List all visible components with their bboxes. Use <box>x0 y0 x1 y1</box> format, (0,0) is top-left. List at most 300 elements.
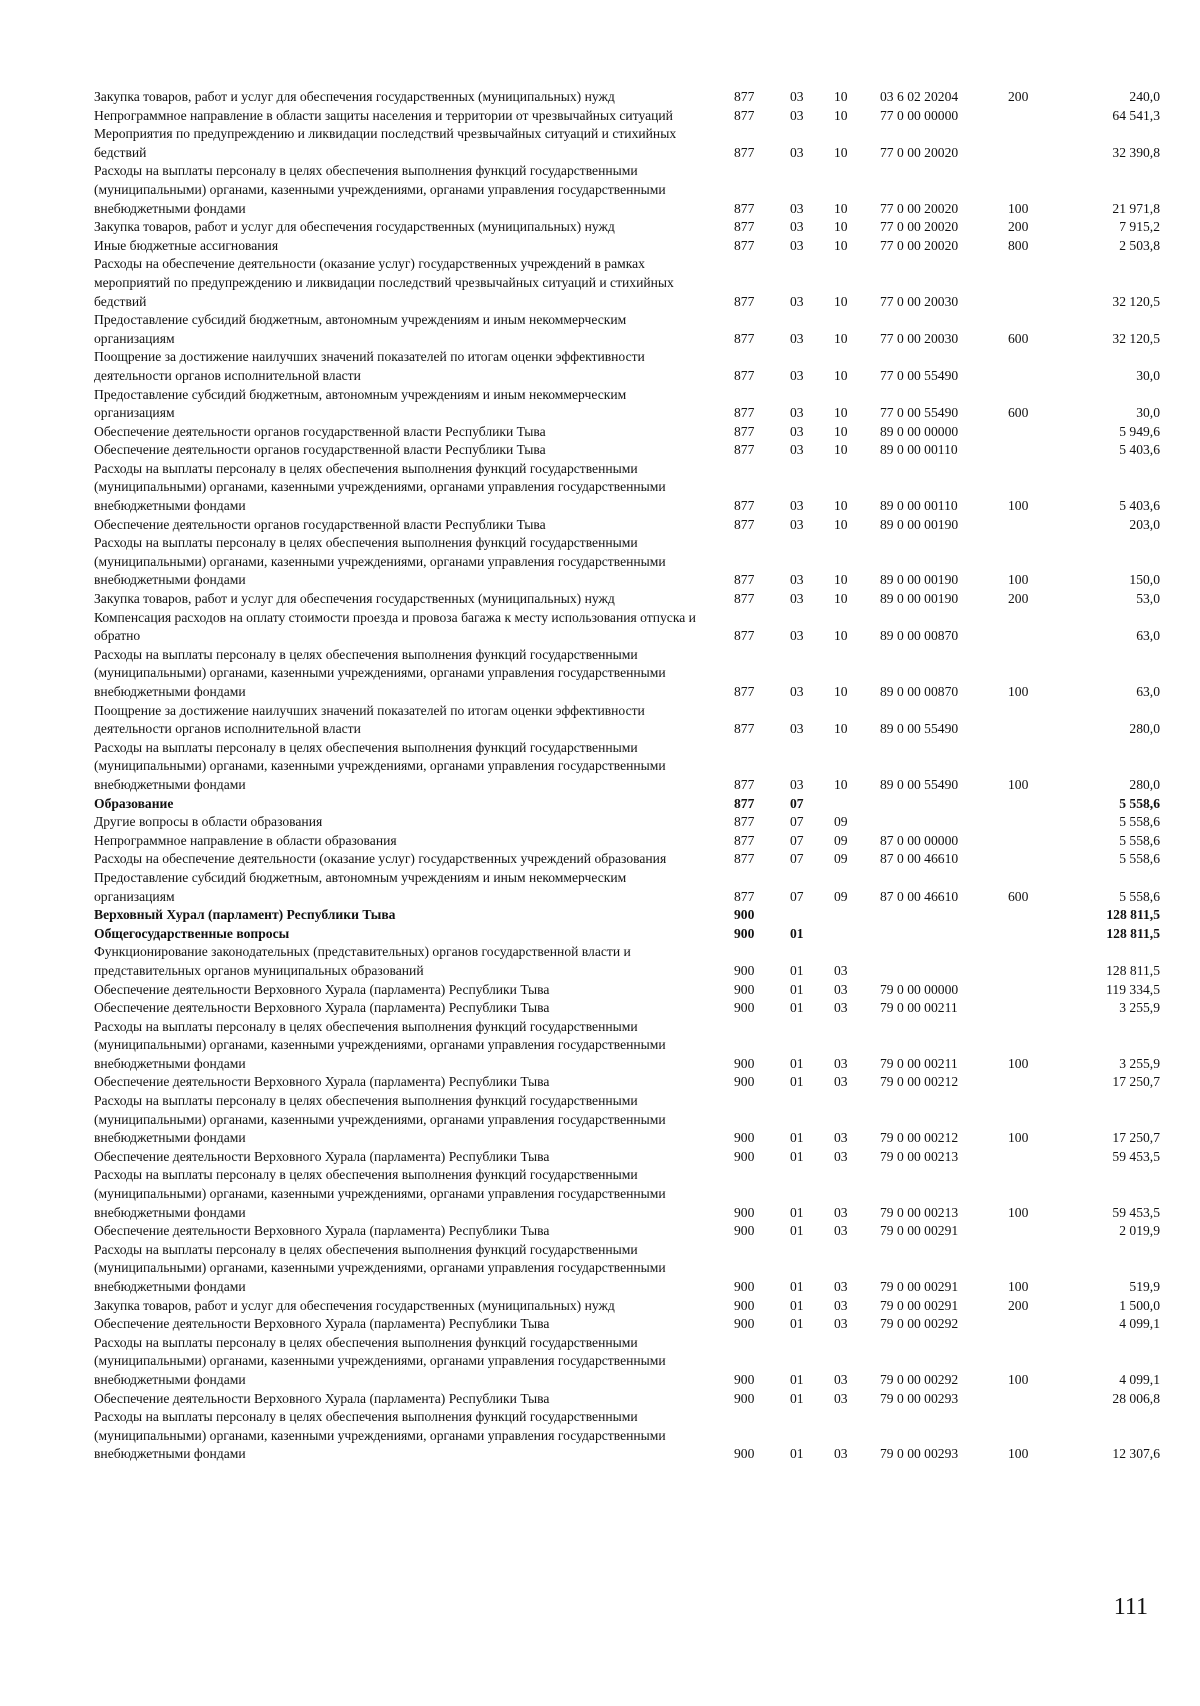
target-item-code: 89 0 00 00110 <box>880 442 958 458</box>
target-item-code: 79 0 00 00293 <box>880 1390 959 1406</box>
subsection-code <box>834 925 880 944</box>
row-name: Закупка товаров, работ и услуг для обеспечения государственных (муниципальных) нужд <box>94 1297 615 1313</box>
subsection-code: 10 <box>834 237 848 253</box>
table-row <box>94 162 1172 218</box>
row-name: Обеспечение деятельности Верховного Хурала (парламента) Республики Тыва <box>94 1000 550 1016</box>
expense-type-code <box>1008 813 1064 832</box>
amount: 59 453,5 <box>1112 1204 1160 1220</box>
row-name: Расходы на выплаты персоналу в целях обеспечения выполнения функций государственными (муниципальными) органами, казенными учреждениями, органами управления государственными внебюджетными фондами <box>94 1093 666 1146</box>
row-name: Компенсация расходов на оплату стоимости проезда и провоза багажа к месту использования отпуска и обратно <box>94 609 696 644</box>
row-name: Расходы на выплаты персоналу в целях обеспечения выполнения функций государственными (муниципальными) органами, казенными учреждениями, органами управления государственными внебюджетными фондами <box>94 535 666 588</box>
expense-type-code <box>1008 925 1064 944</box>
table-row <box>94 702 1172 739</box>
section-code: 01 <box>790 1130 804 1146</box>
table-row <box>94 534 1172 590</box>
dept-code: 877 <box>734 293 755 309</box>
target-item-code <box>880 943 1008 980</box>
dept-code: 900 <box>734 1000 755 1016</box>
table-row <box>94 609 1172 646</box>
target-item-code: 79 0 00 00292 <box>880 1371 959 1387</box>
section-code: 03 <box>790 107 804 123</box>
amount: 30,0 <box>1136 405 1160 421</box>
expense-type-code <box>1008 981 1064 1000</box>
row-name: Непрограммное направление в области защиты населения и территории от чрезвычайных ситуаций <box>94 107 673 123</box>
subsection-code: 10 <box>834 107 848 123</box>
row-name: Другие вопросы в области образования <box>94 814 323 830</box>
amount: 519,9 <box>1129 1279 1160 1294</box>
amount: 64 541,3 <box>1112 107 1160 123</box>
expense-type-code <box>1008 125 1064 162</box>
dept-code: 900 <box>734 907 755 923</box>
expense-type-code: 200 <box>1008 89 1029 104</box>
target-item-code <box>880 925 1008 944</box>
expense-type-code: 200 <box>1008 591 1029 607</box>
amount: 17 250,7 <box>1112 1074 1160 1090</box>
dept-code: 877 <box>734 200 755 216</box>
dept-code: 877 <box>734 367 755 383</box>
amount: 240,0 <box>1129 89 1160 104</box>
section-code: 01 <box>790 1204 804 1220</box>
amount: 3 255,9 <box>1119 1000 1160 1016</box>
section-code: 07 <box>790 832 804 848</box>
subsection-code: 10 <box>834 498 848 514</box>
section-code: 01 <box>790 1390 804 1406</box>
expense-type-code: 100 <box>1008 1204 1029 1220</box>
table-row <box>94 813 1172 832</box>
subsection-code: 03 <box>834 962 848 978</box>
target-item-code: 77 0 00 00000 <box>880 107 959 123</box>
expense-type-code <box>1008 1073 1064 1092</box>
table-row <box>94 1241 1172 1297</box>
dept-code: 877 <box>734 684 755 699</box>
table-row <box>94 850 1172 869</box>
row-name: Расходы на выплаты персоналу в целях обеспечения выполнения функций государственными (муниципальными) органами, казенными учреждениями, органами управления государственными внебюджетными фондами <box>94 1409 666 1462</box>
target-item-code: 79 0 00 00291 <box>880 1297 959 1313</box>
subsection-code: 10 <box>834 330 848 346</box>
expense-type-code: 100 <box>1008 1130 1029 1146</box>
subsection-code: 10 <box>834 89 848 104</box>
dept-code: 900 <box>734 1390 755 1406</box>
section-code: 03 <box>790 405 804 421</box>
subsection-code: 03 <box>834 1204 848 1220</box>
target-item-code: 79 0 00 00291 <box>880 1279 959 1294</box>
section-code: 07 <box>790 795 804 811</box>
expense-type-code: 200 <box>1008 1297 1029 1313</box>
table-row <box>94 906 1172 925</box>
row-name: Расходы на обеспечение деятельности (оказание услуг) государственных учреждений образования <box>94 851 667 867</box>
target-item-code: 87 0 00 46610 <box>880 851 959 867</box>
target-item-code: 89 0 00 00110 <box>880 498 958 514</box>
table-row <box>94 832 1172 851</box>
row-name: Обеспечение деятельности Верховного Хурала (парламента) Республики Тыва <box>94 1223 550 1239</box>
target-item-code: 79 0 00 00291 <box>880 1223 959 1239</box>
expense-type-code <box>1008 795 1064 814</box>
amount: 21 971,8 <box>1112 200 1160 216</box>
row-name: Расходы на выплаты персоналу в целях обеспечения выполнения функций государственными (муниципальными) органами, казенными учреждениями, органами управления государственными внебюджетными фондами <box>94 1241 666 1294</box>
subsection-code: 10 <box>834 628 848 644</box>
dept-code: 877 <box>734 89 755 104</box>
subsection-code: 10 <box>834 200 848 216</box>
table-row <box>94 1148 1172 1167</box>
amount: 5 403,6 <box>1119 498 1160 514</box>
dept-code: 900 <box>734 1204 755 1220</box>
section-code: 01 <box>790 1148 804 1164</box>
section-code: 03 <box>790 628 804 644</box>
expense-type-code <box>1008 702 1064 739</box>
target-item-code <box>880 813 1008 832</box>
row-name: Расходы на выплаты персоналу в целях обеспечения выполнения функций государственными (муниципальными) органами, казенными учреждениями, органами управления государственными внебюджетными фондами <box>94 1018 666 1071</box>
section-code: 03 <box>790 776 804 792</box>
subsection-code: 03 <box>834 1371 848 1387</box>
section-code: 03 <box>790 498 804 514</box>
target-item-code: 77 0 00 55490 <box>880 367 959 383</box>
dept-code: 877 <box>734 516 755 532</box>
section-code: 01 <box>790 981 804 997</box>
table-row <box>94 237 1172 256</box>
expense-type-code: 100 <box>1008 684 1029 699</box>
subsection-code: 10 <box>834 293 848 309</box>
expense-type-code <box>1008 516 1064 535</box>
table-row <box>94 869 1172 906</box>
dept-code: 877 <box>734 851 755 867</box>
dept-code: 900 <box>734 1297 755 1313</box>
amount: 280,0 <box>1129 721 1160 737</box>
subsection-code: 10 <box>834 144 848 160</box>
subsection-code: 03 <box>834 1223 848 1239</box>
row-name: Иные бюджетные ассигнования <box>94 237 279 253</box>
subsection-code: 03 <box>834 1130 848 1146</box>
amount: 5 558,6 <box>1119 795 1160 811</box>
amount: 5 949,6 <box>1119 423 1160 439</box>
subsection-code: 10 <box>834 721 848 737</box>
section-code: 03 <box>790 293 804 309</box>
amount: 119 334,5 <box>1106 981 1160 997</box>
subsection-code: 03 <box>834 1390 848 1406</box>
expense-type-code: 100 <box>1008 1055 1029 1071</box>
dept-code: 877 <box>734 628 755 644</box>
dept-code: 900 <box>734 1446 755 1462</box>
expense-type-code: 100 <box>1008 1371 1029 1387</box>
dept-code: 900 <box>734 962 755 978</box>
expense-type-code: 800 <box>1008 237 1029 253</box>
amount: 5 403,6 <box>1119 442 1160 458</box>
subsection-code: 03 <box>834 1279 848 1294</box>
dept-code: 877 <box>734 237 755 253</box>
row-name: Расходы на выплаты персоналу в целях обеспечения выполнения функций государственными (муниципальными) органами, казенными учреждениями, органами управления государственными внебюджетными фондами <box>94 1334 666 1387</box>
amount: 12 307,6 <box>1112 1446 1160 1462</box>
row-name: Расходы на выплаты персоналу в целях обеспечения выполнения функций государственными (муниципальными) органами, казенными учреждениями, органами управления государственными внебюджетными фондами <box>94 739 666 792</box>
table-row <box>94 460 1172 516</box>
dept-code: 900 <box>734 1074 755 1090</box>
amount: 4 099,1 <box>1119 1371 1160 1387</box>
expense-type-code <box>1008 423 1064 442</box>
row-name: Обеспечение деятельности Верховного Хурала (парламента) Республики Тыва <box>94 1390 550 1406</box>
row-name: Закупка товаров, работ и услуг для обеспечения государственных (муниципальных) нужд <box>94 591 615 607</box>
section-code: 01 <box>790 1279 804 1294</box>
table-row <box>94 999 1172 1018</box>
table-row <box>94 348 1172 385</box>
subsection-code: 10 <box>834 572 848 588</box>
subsection-code <box>834 795 880 814</box>
dept-code: 877 <box>734 795 755 811</box>
dept-code: 900 <box>734 1148 755 1164</box>
expense-type-code: 600 <box>1008 888 1029 904</box>
table-row <box>94 1334 1172 1390</box>
target-item-code: 89 0 00 00000 <box>880 423 959 439</box>
table-row <box>94 739 1172 795</box>
row-name: Расходы на выплаты персоналу в целях обеспечения выполнения функций государственными (муниципальными) органами, казенными учреждениями, органами управления государственными внебюджетными фондами <box>94 460 666 514</box>
expense-type-code <box>1008 1315 1064 1334</box>
section-code: 01 <box>790 925 804 941</box>
expense-type-code: 100 <box>1008 200 1029 216</box>
target-item-code: 89 0 00 00870 <box>880 684 959 699</box>
row-name: Верховный Хурал (парламент) Республики Тыва <box>94 907 396 923</box>
expense-type-code: 100 <box>1008 776 1029 792</box>
subsection-code: 10 <box>834 516 848 532</box>
subsection-code: 03 <box>834 1055 848 1071</box>
dept-code: 877 <box>734 498 755 514</box>
expense-type-code: 100 <box>1008 1279 1029 1294</box>
table-row <box>94 1222 1172 1241</box>
subsection-code: 03 <box>834 1446 848 1462</box>
table-row <box>94 311 1172 348</box>
subsection-code: 09 <box>834 832 848 848</box>
target-item-code: 89 0 00 55490 <box>880 776 959 792</box>
amount: 28 006,8 <box>1112 1390 1160 1406</box>
row-name: Предоставление субсидий бюджетным, автономным учреждениям и иным некоммерческим организациям <box>94 312 627 346</box>
row-name: Обеспечение деятельности органов государственной власти Республики Тыва <box>94 516 546 532</box>
page-number: 111 <box>1113 1594 1148 1620</box>
section-code: 03 <box>790 144 804 160</box>
table-row <box>94 1297 1172 1316</box>
dept-code: 877 <box>734 405 755 421</box>
section-code: 03 <box>790 721 804 737</box>
expense-type-code <box>1008 1390 1064 1409</box>
amount: 3 255,9 <box>1119 1055 1160 1071</box>
target-item-code: 89 0 00 00190 <box>880 591 959 607</box>
table-row <box>94 795 1172 814</box>
row-name: Обеспечение деятельности органов государственной власти Республики Тыва <box>94 442 546 458</box>
dept-code: 900 <box>734 1055 755 1071</box>
target-item-code: 87 0 00 00000 <box>880 832 959 848</box>
table-row <box>94 646 1172 702</box>
subsection-code: 10 <box>834 442 848 458</box>
target-item-code: 79 0 00 00293 <box>880 1446 959 1462</box>
table-row <box>94 590 1172 609</box>
subsection-code: 03 <box>834 1316 848 1332</box>
row-name: Общегосударственные вопросы <box>94 925 290 941</box>
target-item-code: 89 0 00 00190 <box>880 572 959 588</box>
row-name: Поощрение за достижение наилучших значений показателей по итогам оценки эффективности деятельности органов исполнительной власти <box>94 702 645 737</box>
section-code: 01 <box>790 962 804 978</box>
amount: 280,0 <box>1129 776 1160 792</box>
row-name: Образование <box>94 795 174 811</box>
table-row <box>94 218 1172 237</box>
amount: 30,0 <box>1136 367 1160 383</box>
section-code: 03 <box>790 684 804 699</box>
amount: 128 811,5 <box>1106 925 1160 941</box>
amount: 4 099,1 <box>1119 1316 1160 1332</box>
target-item-code <box>880 906 1008 925</box>
dept-code: 900 <box>734 925 755 941</box>
dept-code: 877 <box>734 832 755 848</box>
section-code: 03 <box>790 367 804 383</box>
row-name: Предоставление субсидий бюджетным, автономным учреждениям и иным некоммерческим организациям <box>94 386 627 421</box>
target-item-code: 89 0 00 00870 <box>880 628 959 644</box>
amount: 5 558,6 <box>1119 851 1160 867</box>
expense-type-code <box>1008 1148 1064 1167</box>
section-code: 03 <box>790 219 804 235</box>
expense-type-code: 100 <box>1008 1446 1029 1462</box>
section-code: 07 <box>790 851 804 867</box>
amount: 7 915,2 <box>1119 219 1160 235</box>
target-item-code: 89 0 00 55490 <box>880 721 959 737</box>
subsection-code: 10 <box>834 219 848 235</box>
table-row <box>94 516 1172 535</box>
dept-code: 877 <box>734 591 755 607</box>
section-code: 03 <box>790 89 804 104</box>
row-name: Непрограммное направление в области образования <box>94 832 397 848</box>
expense-type-code: 100 <box>1008 572 1029 588</box>
expense-type-code <box>1008 609 1064 646</box>
target-item-code: 79 0 00 00212 <box>880 1074 959 1090</box>
row-name: Функционирование законодательных (представительных) органов государственной власти и представительных органов муниципальных образований <box>94 944 631 978</box>
section-code: 03 <box>790 237 804 253</box>
target-item-code: 79 0 00 00292 <box>880 1316 959 1332</box>
dept-code: 877 <box>734 776 755 792</box>
target-item-code: 89 0 00 00190 <box>880 516 959 532</box>
section-code: 01 <box>790 1223 804 1239</box>
section-code: 03 <box>790 591 804 607</box>
target-item-code: 77 0 00 20030 <box>880 293 959 309</box>
subsection-code: 03 <box>834 1000 848 1016</box>
dept-code: 877 <box>734 814 755 830</box>
table-row <box>94 1166 1172 1222</box>
subsection-code: 10 <box>834 405 848 421</box>
expense-type-code <box>1008 441 1064 460</box>
amount: 63,0 <box>1136 628 1160 644</box>
section-code: 03 <box>790 516 804 532</box>
section-code: 03 <box>790 572 804 588</box>
row-name: Обеспечение деятельности Верховного Хурала (парламента) Республики Тыва <box>94 1074 550 1090</box>
target-item-code: 03 6 02 20204 <box>880 89 959 104</box>
subsection-code: 03 <box>834 981 848 997</box>
row-name: Обеспечение деятельности Верховного Хурала (парламента) Республики Тыва <box>94 1316 550 1332</box>
amount: 53,0 <box>1136 591 1160 607</box>
table-row <box>94 981 1172 1000</box>
dept-code: 877 <box>734 330 755 346</box>
target-item-code: 79 0 00 00213 <box>880 1148 959 1164</box>
dept-code: 877 <box>734 888 755 904</box>
section-code <box>790 906 834 925</box>
subsection-code: 03 <box>834 1074 848 1090</box>
subsection-code: 10 <box>834 367 848 383</box>
table-row <box>94 1408 1172 1464</box>
table-row <box>94 125 1172 162</box>
row-name: Поощрение за достижение наилучших значений показателей по итогам оценки эффективности деятельности органов исполнительной власти <box>94 349 645 383</box>
table-row <box>94 1390 1172 1409</box>
section-code: 03 <box>790 442 804 458</box>
expense-type-code <box>1008 943 1064 980</box>
row-name: Расходы на выплаты персоналу в целях обеспечения выполнения функций государственными (муниципальными) органами, казенными учреждениями, органами управления государственными внебюджетными фондами <box>94 646 666 699</box>
subsection-code: 03 <box>834 1148 848 1164</box>
target-item-code: 79 0 00 00000 <box>880 981 959 997</box>
target-item-code: 77 0 00 55490 <box>880 405 959 421</box>
section-code: 07 <box>790 888 804 904</box>
amount: 59 453,5 <box>1112 1148 1160 1164</box>
section-code: 01 <box>790 1446 804 1462</box>
row-name: Обеспечение деятельности органов государственной власти Республики Тыва <box>94 423 546 439</box>
subsection-code: 10 <box>834 591 848 607</box>
amount: 5 558,6 <box>1119 888 1160 904</box>
amount: 17 250,7 <box>1112 1130 1160 1146</box>
target-item-code: 77 0 00 20030 <box>880 330 959 346</box>
dept-code: 900 <box>734 1371 755 1387</box>
amount: 5 558,6 <box>1119 814 1160 830</box>
dept-code: 877 <box>734 219 755 235</box>
table-row <box>94 1315 1172 1334</box>
target-item-code: 77 0 00 20020 <box>880 219 959 235</box>
expense-type-code <box>1008 906 1064 925</box>
section-code: 01 <box>790 1074 804 1090</box>
target-item-code <box>880 795 1008 814</box>
amount: 32 120,5 <box>1112 330 1160 346</box>
table-row <box>94 88 1172 107</box>
row-name: Расходы на выплаты персоналу в целях обеспечения выполнения функций государственными (муниципальными) органами, казенными учреждениями, органами управления государственными внебюджетными фондами <box>94 1167 666 1220</box>
subsection-code: 09 <box>834 888 848 904</box>
table-row <box>94 1018 1172 1074</box>
expense-type-code <box>1008 255 1064 311</box>
section-code: 01 <box>790 1316 804 1332</box>
amount: 5 558,6 <box>1119 832 1160 848</box>
section-code: 03 <box>790 200 804 216</box>
subsection-code <box>834 906 880 925</box>
subsection-code: 09 <box>834 851 848 867</box>
dept-code: 877 <box>734 442 755 458</box>
target-item-code: 77 0 00 20020 <box>880 144 959 160</box>
table-row <box>94 943 1172 980</box>
expense-type-code: 100 <box>1008 498 1029 514</box>
target-item-code: 79 0 00 00211 <box>880 1055 958 1071</box>
section-code: 01 <box>790 1055 804 1071</box>
expense-type-code <box>1008 1222 1064 1241</box>
table-row <box>94 441 1172 460</box>
table-row <box>94 255 1172 311</box>
target-item-code: 79 0 00 00213 <box>880 1204 959 1220</box>
expense-type-code <box>1008 107 1064 126</box>
row-name: Мероприятия по предупреждению и ликвидации последствий чрезвычайных ситуаций и стихийных бедствий <box>94 126 677 160</box>
section-code: 01 <box>790 1371 804 1387</box>
table-row <box>94 925 1172 944</box>
expense-type-code <box>1008 832 1064 851</box>
amount: 128 811,5 <box>1106 962 1160 978</box>
expense-type-code <box>1008 348 1064 385</box>
table-row <box>94 107 1172 126</box>
row-name: Закупка товаров, работ и услуг для обеспечения государственных (муниципальных) нужд <box>94 219 615 235</box>
expense-type-code: 600 <box>1008 330 1029 346</box>
table-row <box>94 386 1172 423</box>
target-item-code: 79 0 00 00212 <box>880 1130 959 1146</box>
target-item-code: 87 0 00 46610 <box>880 888 959 904</box>
dept-code: 900 <box>734 1316 755 1332</box>
amount: 32 120,5 <box>1112 293 1160 309</box>
amount: 128 811,5 <box>1106 907 1160 923</box>
amount: 150,0 <box>1129 572 1160 588</box>
amount: 2 019,9 <box>1119 1223 1160 1239</box>
row-name: Обеспечение деятельности Верховного Хурала (парламента) Республики Тыва <box>94 981 550 997</box>
table-body <box>94 88 1172 1464</box>
subsection-code: 09 <box>834 814 848 830</box>
